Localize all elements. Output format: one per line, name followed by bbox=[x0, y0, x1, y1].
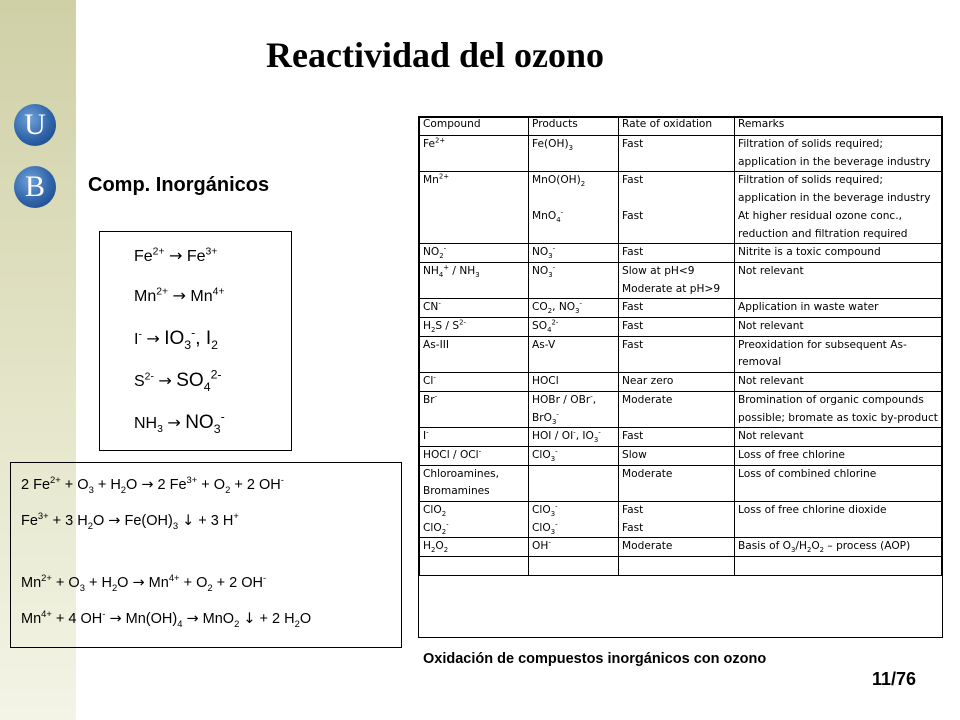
equation-mn-ozone: $Mn^{2+} + O_3 + H_2O \to Mn^{4+} + O_2 + 2$ OH- bbox=[21, 572, 267, 593]
equation-fe-hydroxide: $Fe^{3+} + 3$ $H_2O \to Fe(OH)_3$ ↓ + 3 H+ bbox=[21, 510, 239, 531]
column-header-products: Products bbox=[529, 118, 619, 136]
column-header-remarks: Remarks bbox=[735, 118, 942, 136]
column-header-rate: Rate of oxidation bbox=[619, 118, 735, 136]
table-row: As-III As-V Fast Preoxidation for subsequent As- removal bbox=[420, 336, 942, 372]
table-row: $Fe^{2+}$ $Fe(OH)_3$ Fast Filtration of solids required; application in the beverage industry bbox=[420, 136, 942, 172]
reaction-ammonia: $NH_3 \to NO_3^-$ bbox=[134, 409, 225, 436]
table-row: Br- HOBr / OBr-, BrO$_3$- Moderate Bromination of organic compounds possible; bromate as toxic by-product bbox=[420, 391, 942, 427]
table-row: $H_2S / S^{2-}$ $SO_4^{2-}$ Fast Not relevant bbox=[420, 318, 942, 337]
oxidation-summary-box bbox=[99, 231, 292, 451]
equations-box bbox=[10, 462, 402, 648]
table-row: Chloroamines, Bromamines Moderate Loss of combined chlorine bbox=[420, 465, 942, 501]
reaction-sulfide: $S^{2-} \to SO_4^{2-}$ bbox=[134, 367, 222, 394]
table-row: $H_2O_2$ OH- Moderate Basis of $O_3/H_2O_2$ – process (AOP) bbox=[420, 538, 942, 557]
university-logo-b: B bbox=[14, 166, 56, 208]
table-row: Cl- HOCl Near zero Not relevant bbox=[420, 373, 942, 392]
reaction-mn: $Mn^{2+} \to Mn^{4+}$ bbox=[134, 286, 225, 305]
table-row: HOCl / OCl- ClO$_3$- Slow Loss of free chlorine bbox=[420, 446, 942, 465]
table-row: I- HOI / OI-, $IO_3^-$ Fast Not relevant bbox=[420, 428, 942, 447]
slide-title: Reactividad del ozono bbox=[266, 35, 604, 75]
reaction-fe: $Fe^{2+} \to Fe^{3+}$ bbox=[134, 246, 218, 265]
equation-mn-dioxide: $Mn^{4+} + 4$ $OH^- \to Mn(OH)_4 \to MnO_2$ ↓ + 2 $H_2O$ bbox=[21, 608, 312, 629]
university-logo-u: U bbox=[14, 104, 56, 146]
table-caption: Oxidación de compuestos inorgánicos con ozono bbox=[423, 651, 767, 667]
table-row: $NH_4^+ / NH_3$ $NO_3^-$ Slow at pH<9 Moderate at pH>9 Not relevant bbox=[420, 262, 942, 298]
section-subtitle: Comp. Inorgánicos bbox=[88, 174, 270, 196]
reaction-iodide: $I^- \to IO_3^-$, $I_2$ bbox=[134, 325, 219, 352]
equation-fe-ozone: 2 $Fe^{2+} + O_3 + H_2O \to 2$ $Fe^{3+} + O_2 + 2$ OH- bbox=[21, 474, 284, 495]
table-row bbox=[420, 557, 942, 576]
table-row: $Mn^{2+}$ $MnO(OH)_2$ MnO$_4$- Fast Fast Filtration of solids required; application in the beverage industry At higher residual ozone conc., reduction and filtration required bbox=[420, 172, 942, 244]
page-number: 11/76 bbox=[872, 669, 917, 689]
table-row: $NO_2^-$ $NO_3^-$ Fast Nitrite is a toxic compound bbox=[420, 244, 942, 263]
column-header-compound: Compound bbox=[420, 118, 529, 136]
table-row: ClO$_2$ ClO$_2$- ClO$_3$- ClO$_3$- Fast Fast Loss of free chlorine dioxide bbox=[420, 502, 942, 538]
table-row: CN- $CO_2$, $NO_3^-$ Fast Application in waste water bbox=[420, 299, 942, 318]
oxidation-table bbox=[418, 116, 943, 638]
